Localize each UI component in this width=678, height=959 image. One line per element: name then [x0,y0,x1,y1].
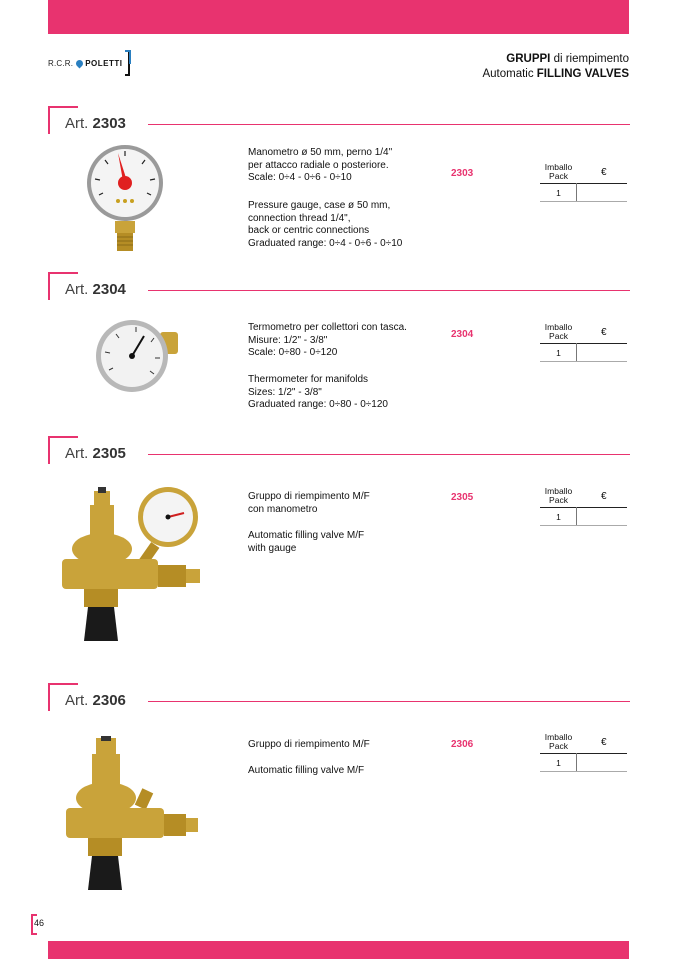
filling-valve-with-gauge-image [60,485,210,645]
top-color-bar [48,0,629,34]
page-number: 46 [34,918,45,928]
description-it: Manometro ø 50 mm, perno 1/4" per attacco radiale o posteriore. Scale: 0÷4 - 0÷6 - 0÷10 [248,147,393,183]
pack-table [540,487,627,533]
price-header: € [601,327,607,338]
article-code: 2305 [451,492,474,503]
price-header: € [601,491,607,502]
pack-quantity: 1 [556,512,561,522]
brand-prefix: R.C.R. [48,58,74,68]
article-code: 2306 [451,739,474,750]
header-line-en: Automatic FILLING VALVES [482,68,629,80]
pack-quantity: 1 [556,188,561,198]
pack-table [540,323,627,369]
section-header-2304 [48,272,630,302]
pack-quantity: 1 [556,348,561,358]
description-en: Thermometer for manifolds Sizes: 1/2" - 3/8" Graduated range: 0÷80 - 0÷120 [248,374,388,410]
pack-header: Imballo Pack [544,162,573,181]
pressure-gauge-image [85,143,165,255]
pack-quantity: 1 [556,758,561,768]
description-en: Pressure gauge, case ø 50 mm, connection thread 1/4", back or centric connections Graduated range: 0÷4 - 0÷6 - 0÷10 [248,200,403,249]
water-drop-icon [75,58,85,68]
brand-logo [48,50,130,76]
pack-header: Imballo Pack [544,732,573,751]
pack-table [540,733,627,779]
page-header [482,52,629,82]
thermometer-image [92,318,184,394]
logo-bracket-icon [125,50,130,76]
bottom-color-bar [48,941,629,959]
article-code: 2303 [451,168,474,179]
pack-header: Imballo Pack [544,322,573,341]
article-code: 2304 [451,329,474,340]
section-title: Art. 2303 [65,115,130,132]
description-it: Gruppo di riempimento M/F [248,739,370,750]
pack-header: Imballo Pack [544,486,573,505]
brand-name: POLETTI [85,58,123,68]
price-header: € [601,737,607,748]
section-header-2306 [48,683,630,713]
price-header: € [601,167,607,178]
section-title: Art. 2306 [65,692,130,709]
section-header-2305 [48,436,630,466]
header-line-it: GRUPPI di riempimento [506,53,629,65]
description-it: Gruppo di riempimento M/F con manometro [248,491,370,515]
section-title: Art. 2305 [65,445,130,462]
description-it: Termometro per collettori con tasca. Misure: 1/2" - 3/8" Scale: 0÷80 - 0÷120 [248,322,407,358]
section-header-2303 [48,106,630,136]
section-title: Art. 2304 [65,281,130,298]
pack-table [540,163,627,209]
description-en: Automatic filling valve M/F [248,765,365,776]
filling-valve-image [66,736,202,894]
description-en: Automatic filling valve M/F with gauge [248,530,365,554]
